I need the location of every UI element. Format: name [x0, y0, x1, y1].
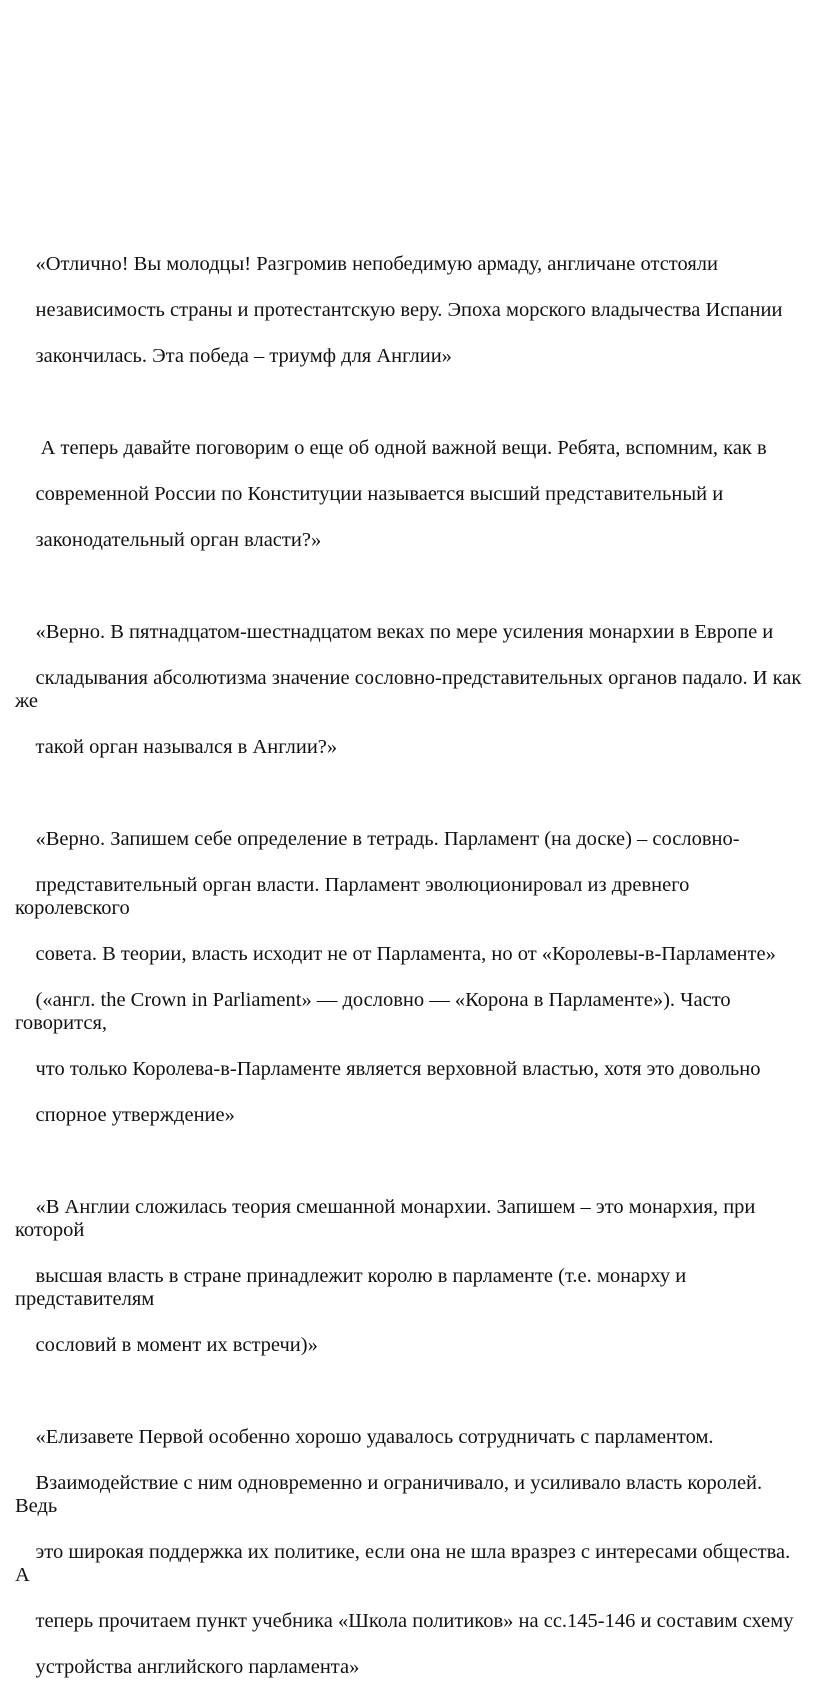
paragraph-constitution-question	[15, 414, 805, 575]
paragraph-armada-victory	[15, 230, 805, 391]
paragraph-parliament-definition	[15, 805, 805, 1150]
text-line: складывания абсолютизма значение сословно-представительных органов падало. И как же	[15, 667, 807, 712]
paragraph-absolutism	[15, 598, 805, 782]
text-line: представительный орган власти. Парламент эволюционировал из древнего королевского	[15, 874, 695, 919]
text-line: («англ. the Crown in Parliament» — дословно — «Корона в Парламенте»). Часто говорится,	[15, 989, 736, 1034]
text-line: такой орган назывался в Англии?»	[35, 736, 338, 758]
text-line: закончилась. Эта победа – триумф для Англии»	[35, 345, 452, 367]
text-line: что только Королева-в-Парламенте является верховной властью, хотя это довольно	[35, 1058, 761, 1080]
text-line: «Елизавете Первой особенно хорошо удавалось сотрудничать с парламентом.	[35, 1426, 714, 1448]
text-line: это широкая поддержка их политике, если она не шла вразрез с интересами общества. А	[15, 1541, 796, 1586]
paragraph-mixed-monarchy	[15, 1173, 805, 1380]
text-line: спорное утверждение»	[35, 1104, 235, 1126]
text-line: законодательный орган власти?»	[35, 529, 322, 551]
document-body	[15, 230, 805, 1702]
text-line: сословий в момент их встречи)»	[35, 1334, 318, 1356]
text-line: «Верно. В пятнадцатом-шестнадцатом веках по мере усиления монархии в Европе и	[35, 621, 774, 643]
text-line: «Отлично! Вы молодцы! Разгромив непобедимую армаду, англичане отстояли	[35, 253, 718, 275]
text-line: современной России по Конституции называется высший представительный и	[35, 483, 724, 505]
text-line: «В Англии сложилась теория смешанной монархии. Запишем – это монархия, при которой	[15, 1196, 761, 1241]
text-line: теперь прочитаем пункт учебника «Школа политиков» на сс.145-146 и составим схему	[35, 1610, 794, 1632]
text-line: «Верно. Запишем себе определение в тетрадь. Парламент (на доске) – сословно-	[35, 828, 740, 850]
paragraph-elizabeth	[15, 1403, 805, 1702]
text-line: высшая власть в стране принадлежит королю в парламенте (т.е. монарху и представителям	[15, 1265, 692, 1310]
text-line: Взаимодействие с ним одновременно и ограничивало, и усиливало власть королей. Ведь	[15, 1472, 768, 1517]
text-line: А теперь давайте поговорим о еще об одной важной вещи. Ребята, вспомним, как в	[35, 437, 767, 459]
text-line: независимость страны и протестантскую веру. Эпоха морского владычества Испании	[35, 299, 783, 321]
text-line: устройства английского парламента»	[35, 1656, 360, 1678]
text-line: совета. В теории, власть исходит не от Парламента, но от «Королевы-в-Парламенте»	[35, 943, 776, 965]
